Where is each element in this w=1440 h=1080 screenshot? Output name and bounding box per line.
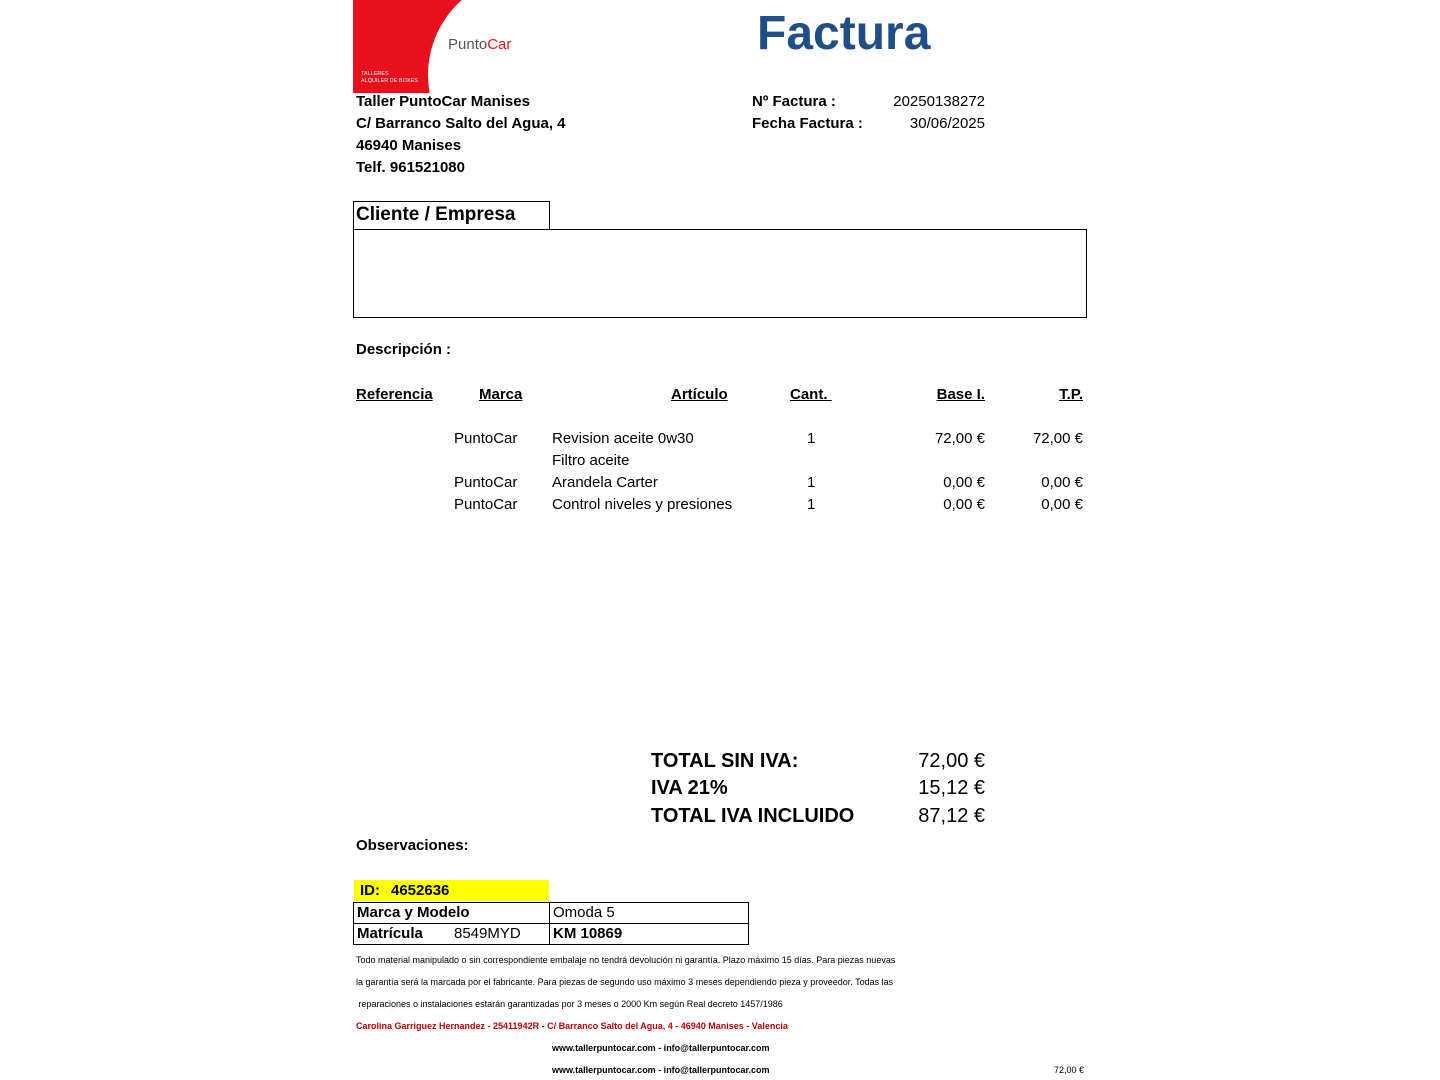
item-article: Filtro aceite (552, 452, 630, 469)
vat-value: 15,12 € (918, 777, 985, 799)
invoice-date: 30/06/2025 (909, 115, 985, 132)
terms-line: la garantía será la marcada por el fabricante. Para piezas de segundo uso máximo 3 meses dependiendo pieza y proveedor. Todas las (356, 977, 894, 987)
item-article: Arandela Carter (552, 474, 658, 491)
vehicle-id-bar (354, 880, 549, 901)
invoice-number: 20250138272 (893, 93, 985, 110)
footer-page-total: 72,00 € (1053, 1065, 1084, 1075)
terms-line: Todo material manipulado o sin correspondiente embalaje no tendrá devolución ni garantía. Plazo máximo 15 días. Para piezas nuevas (356, 955, 896, 965)
invoice-number-label: Nº Factura : (752, 93, 836, 110)
item-brand: PuntoCar (454, 474, 518, 491)
column-header-base: Base I. (936, 386, 985, 403)
column-header-tp: T.P. (1059, 386, 1083, 403)
vehicle-table (353, 902, 749, 945)
vehicle-plate: 8549MYD (454, 925, 521, 942)
client-label: Cliente / Empresa (356, 204, 516, 225)
vehicle-model-label: Marca y Modelo (354, 903, 550, 924)
vehicle-id: 4652636 (391, 882, 450, 899)
observations-label: Observaciones: (356, 837, 469, 854)
item-quantity: 1 (807, 474, 816, 491)
client-box (353, 229, 1087, 318)
logo-tagline: TALLERES ALQUILER DE BOXES (361, 71, 418, 84)
puntocar-logo (353, 0, 545, 93)
vehicle-km: KM 10869 (550, 924, 749, 945)
item-article: Revision aceite 0w30 (552, 430, 694, 447)
item-quantity: 1 (807, 430, 816, 447)
company-phone: Telf. 961521080 (356, 159, 465, 176)
company-name: Taller PuntoCar Manises (356, 93, 530, 110)
subtotal-label: TOTAL SIN IVA: (651, 750, 799, 772)
item-total: 0,00 € (1041, 496, 1083, 513)
terms-line: reparaciones o instalaciones estarán garantizadas por 3 meses o 2000 Km según Real decreto 1457/1986 (356, 999, 783, 1009)
column-header-reference: Referencia (356, 386, 433, 403)
vehicle-plate-label: Matrícula (357, 925, 423, 942)
item-quantity: 1 (807, 496, 816, 513)
item-base: 0,00 € (943, 496, 985, 513)
company-city: 46940 Manises (356, 137, 462, 154)
footer-website: www.tallerpuntocar.com - info@tallerpuntocar.com (552, 1065, 770, 1075)
item-base: 0,00 € (943, 474, 985, 491)
logo-brand: PuntoCar (448, 36, 512, 53)
item-brand: PuntoCar (454, 496, 518, 513)
item-brand: PuntoCar (454, 430, 518, 447)
column-header-article: Artículo (671, 386, 728, 403)
total-label: TOTAL IVA INCLUIDO (651, 805, 855, 827)
company-street: C/ Barranco Salto del Agua, 4 (356, 115, 566, 132)
vehicle-id-label: ID: (360, 882, 380, 899)
column-header-quantity: Cant. (790, 386, 832, 403)
item-article: Control niveles y presiones (552, 496, 733, 513)
item-base: 72,00 € (934, 430, 985, 447)
item-total: 0,00 € (1041, 474, 1083, 491)
vehicle-plate-cell (354, 924, 550, 945)
footer-website: www.tallerpuntocar.com - info@tallerpuntocar.com (552, 1043, 770, 1053)
item-total: 72,00 € (1032, 430, 1083, 447)
invoice-date-label: Fecha Factura : (752, 115, 863, 132)
document-title: Factura (757, 7, 931, 60)
vehicle-model: Omoda 5 (550, 903, 749, 924)
subtotal-value: 72,00 € (918, 750, 985, 772)
total-value: 87,12 € (918, 805, 985, 827)
vat-label: IVA 21% (651, 777, 728, 799)
column-header-brand: Marca (479, 386, 523, 403)
footer-owner: Carolina Garriguez Hernandez - 25411942R - C/ Barranco Salto del Agua, 4 - 46940 Manises - Valencia (356, 1021, 788, 1031)
description-label: Descripción : (356, 341, 452, 358)
